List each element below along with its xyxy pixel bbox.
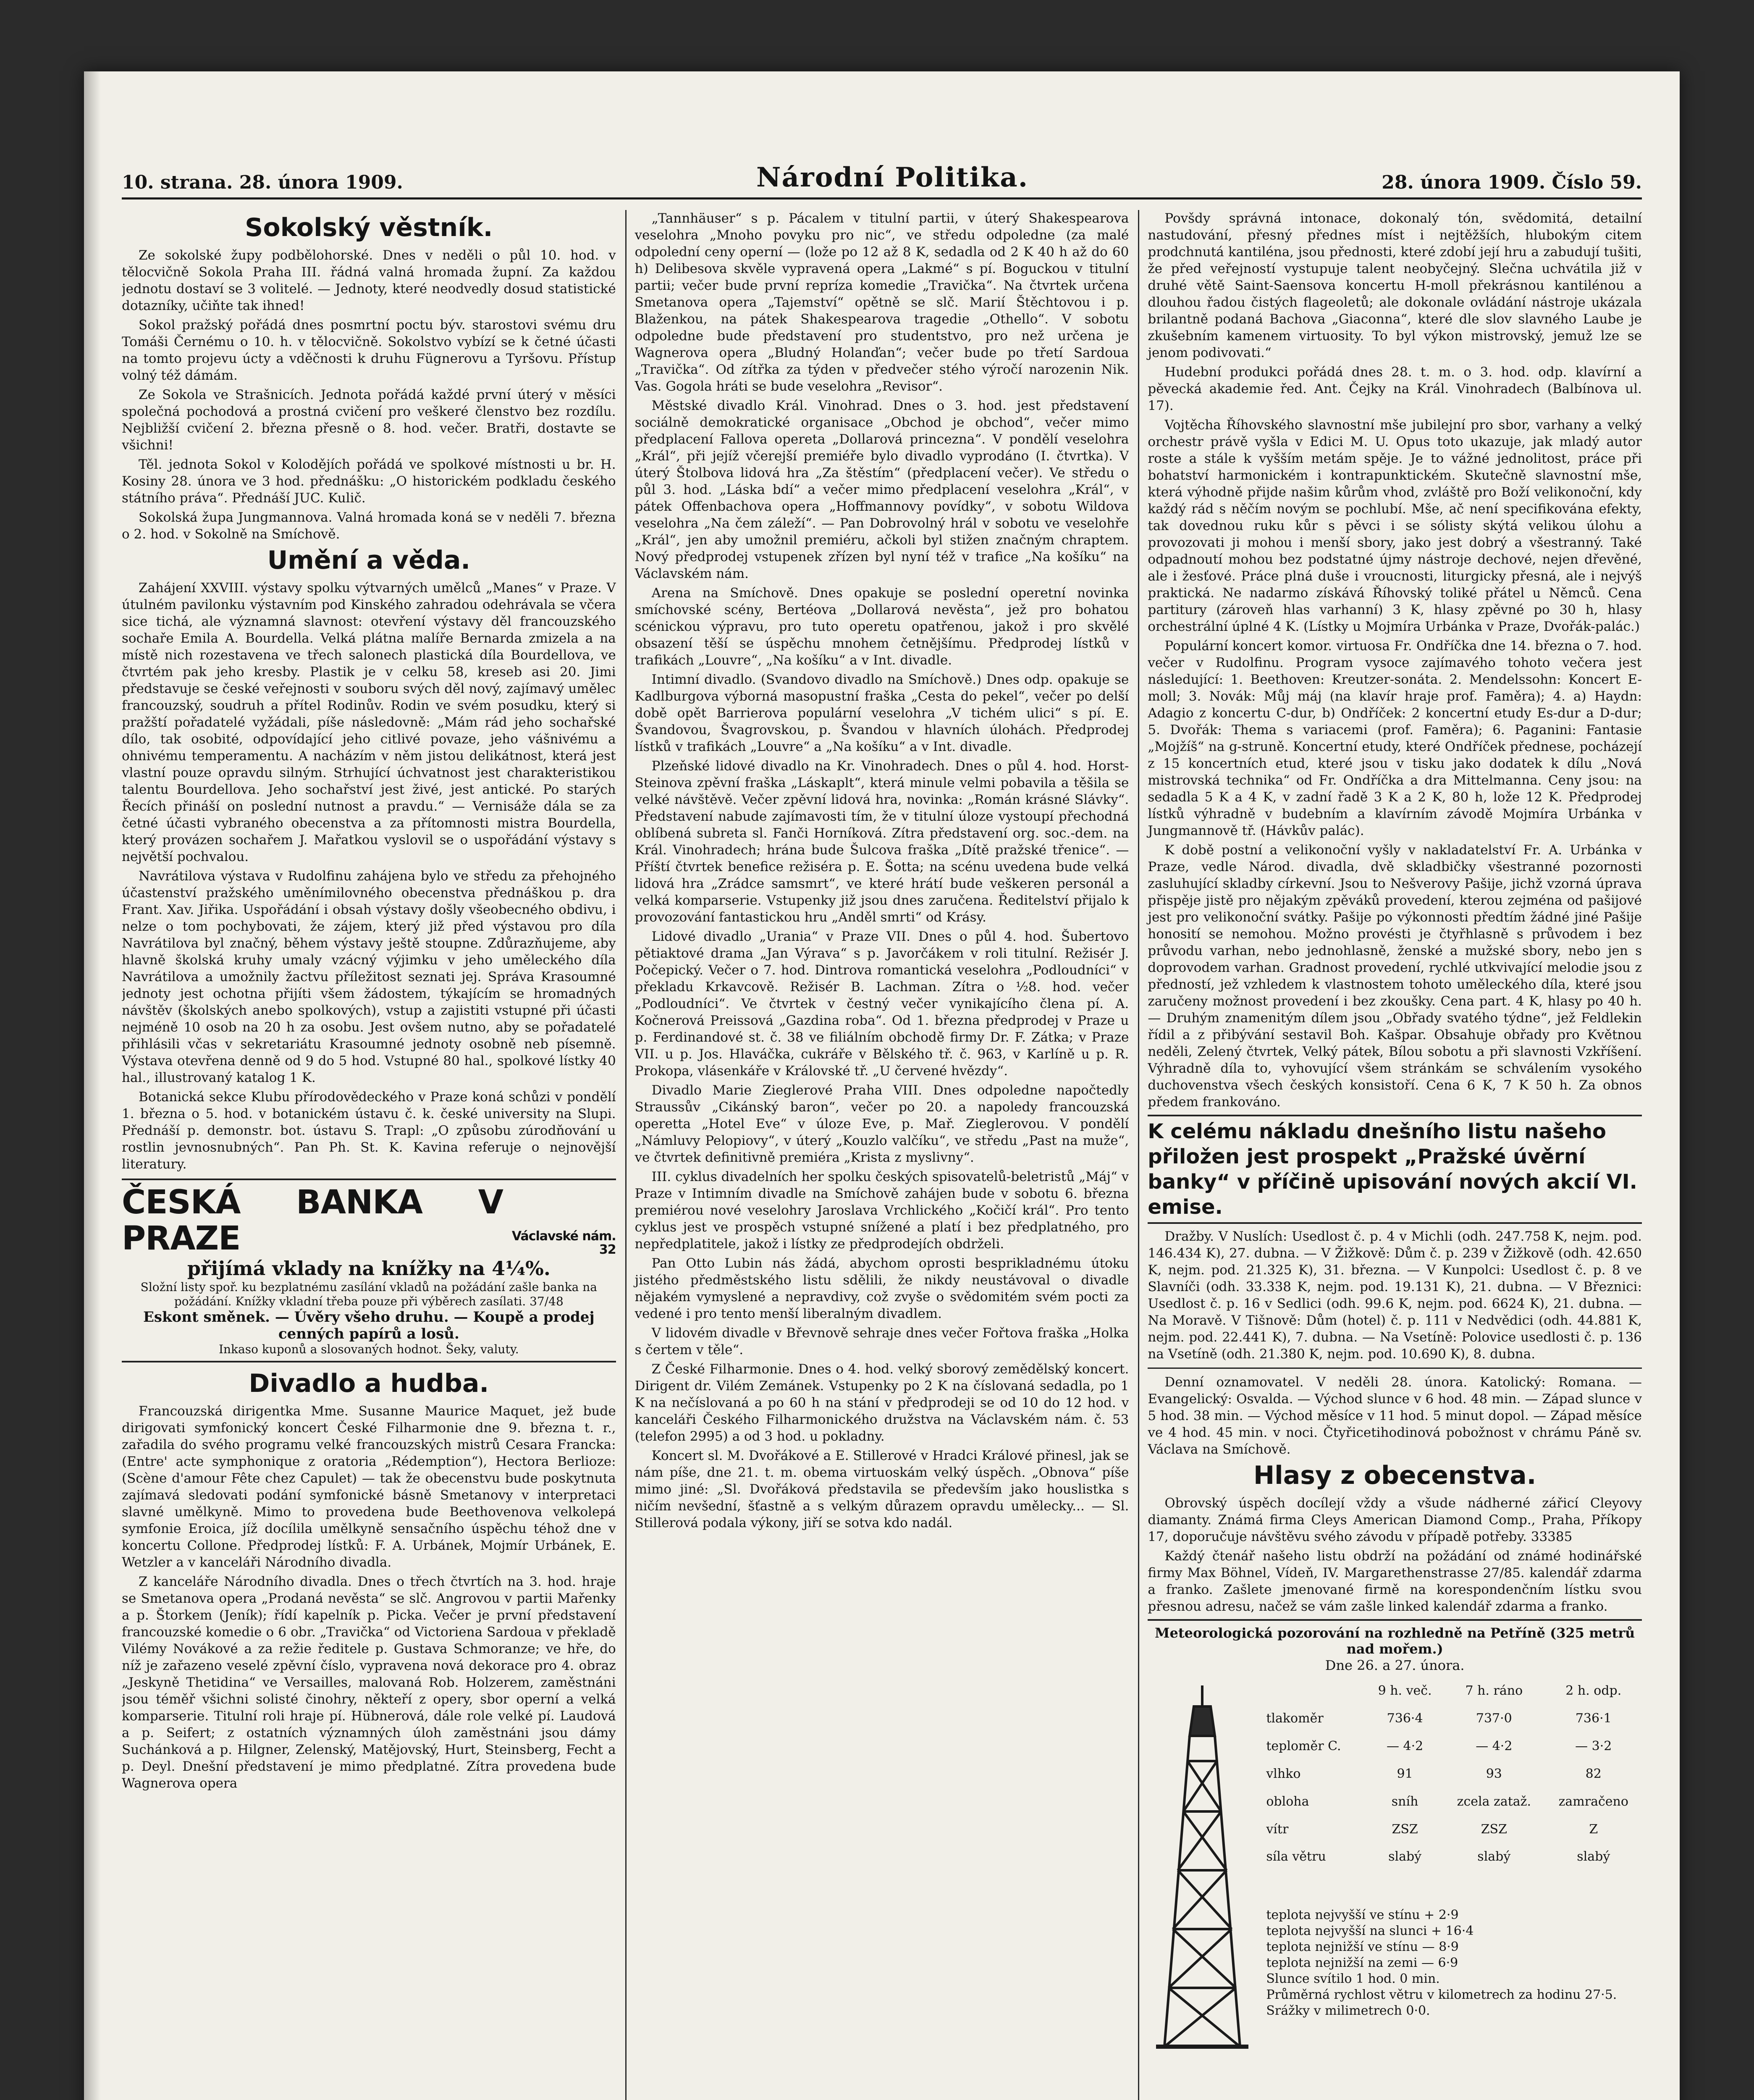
meteo-date: Dne 26. a 27. února. bbox=[1325, 1657, 1465, 1673]
meteo-header-row bbox=[1264, 1677, 1642, 1705]
section-title-hlasy: Hlasy z obecenstva. bbox=[1253, 1461, 1536, 1490]
article: Městské divadlo Král. Vinohrad. Dnes o 3. hod. jest představení sociálně demokratické organisace „Obchod je obchod“, večer mimo předplacení Fallova opereta „Dollarová princezna“. V pondělí veselohra „Král“, při jejíž včerejší premiéře bylo divadlo vyprodáno (I. čtvrtka). V úterý Štolbova lidová hra „Za štěstím“ (předplacení večer). Ve středu o půl 3. hod. „Láska bdí“ a večer mimo předplacení veselohra „Král“, v pátek Offenbachova opera „Hoffmannovy povídky“, v sobotu Wildova veselohra „Na čem záleží“. — Pan Dobrovolný hrál v sobotu ve veselohře „Král“, jen aby umožnil premiéru, ačkoli byl stižen značným chraptem. Nový předprodej vstupenek zřízen byl nyní též v trafice „Na košíku“ na Václavském nám. bbox=[634, 398, 1129, 581]
article: Zahájení XXVIII. výstavy spolku výtvarných umělců „Manes“ v Praze. V útulném pavilonku výstavním pod Kinského zahradou odehrávala se včera sice tichá, ale významná slavnost: otevření výstavy děl francouzského sochaře Emila A. Bourdella. Velká plátna malíře Bernarda zmizela a na místě nich rozestavena ve třech salonech plastická díla Bourdellova, ve čtvrtém pak jeho kresby. Plastik je v celku 58, kreseb asi 20. Jimi představuje se české veřejnosti v souboru svých děl nový, zajímavý umělec francouzský, soudruh a přítel Rodinův. Rodin ve svém posudku, který si pražští pořadatelé vyžádali, píše následovně: „Mám rád jeho sochařské dílo, tak osobité, odpovídající jeho citlivé povaze, jeho vášnivému a ohnivému temperamentu. A nacházím v něm jistou delikátnost, která jest vlastní pouze opravdu silným. Strhující úchvatnost jest charakteristikou talentu Bourdellova. Jeho sochařství jest živé, jest antické. Po starých Řecích přináší on poslední nutnost a pravdu.“ — Vernisáže dála se za četné účasti vybraného obecenstva a za přítomnosti mistra Bourdella, který provázen sochařem J. Mařatkou vyslovil se o uspořádání výstavy s největší pochvalou. bbox=[122, 580, 616, 864]
meteo-row bbox=[1264, 1788, 1642, 1816]
article: Arena na Smíchově. Dnes opakuje se poslední operetní novinka smíchovské scény, Bertéova „Dollarová nevěsta“, jež pro bohatou scénickou výpravu, pro tuto operetu opatřenou, jakož i pro skvělé obsazení těší se úspěchu mnohem četnějšímu. Předprodej lístků v trafikách „Louvre“, „Na košíku“ a v Int. divadle. bbox=[634, 585, 1129, 668]
article: „Tannhäuser“ s p. Pácalem v titulní partii, v úterý Shakespearova veselohra „Mnoho povyku pro nic“, ve středu odpoledne (za malé odpolední ceny operní — (lože po 12 až 8 K, sedadla od 2 K 40 h až do 60 h) Delibesova skvěle vypravená opera „Lakmé“ s pí. Boguckou v titulní partii; večer bude první repríza komedie „Travička“. Na čtvrtek určena Smetanova opera „Tajemství“ opětně se slč. Marií Štěchtovou i p. Blaženkou, na pátek Shakespearova tragedie „Othello“. V sobotu odpoledne bude představení pro studentstvo, pro než určena je Wagnerova opera „Bludný Holanďan“; večer bude po třetí Sardoua „Travička“. Od zítřka za týden v předvečer stého výročí narozenin Nik. Vas. Gogola hráti se bude veselohra „Revisor“. bbox=[634, 211, 1129, 394]
meteo-title: Meteorologická pozorování na rozhledně na Petříně (325 metrů nad mořem.) bbox=[1155, 1625, 1635, 1657]
daily-calendar: Denní oznamovatel. V neděli 28. února. Katolický: Romana. — Evangelický: Osvalda. — Východ slunce v 6 hod. 48 min. — Západ slunce v 5 hod. 38 min. — Východ měsíce v 11 hod. 5 minut dopol. — Západ měsíce ve 4 hod. 45 min. v noci. Čtyřicetihodinová pobožnost v chrámu Páně sv. Václava na Smíchově. bbox=[1148, 1375, 1642, 1457]
meteo-notes-row bbox=[1264, 1871, 1642, 2055]
meteo-cell: zamračeno bbox=[1558, 1794, 1628, 1809]
article: Botanická sekce Klubu přírodovědeckého v Praze koná schůzi v pondělí 1. března o 5. hod. v botanickém ústavu č. k. české university na Slupi. Přednáší p. demonstr. bot. ústavu S. Trapl: „O způsobu zúrodňování u rostlin jevnosnubných“. Pan Ph. St. K. Kavina referuje o nejnovější literatury. bbox=[122, 1089, 616, 1172]
article: Z kanceláře Národního divadla. Dnes o třech čtvrtích na 3. hod. hraje se Smetanova opera „Prodaná nevěsta“ se slč. Angrovou v partii Mařenky a p. Štorkem (Jeník); řídí kapelník p. Picka. Večer je první představení francouzské komedie o 6 obr. „Travička“ od Victoriena Sardoua v překladě Vilémy Novákové a za režie ředitele p. Gustava Schmoranze; ve hře, do níž je zařazeno veselé zpěvní číslo, vypravena nová dekorace pro 4. obraz „Jeskyně Thetidina“ ve Versailles, malovaná Rob. Holzerem, zaměstnáni jsou téměř všichni solisté činohry, někteří z opery, sbor operní a velká komparserie. Titulní roli hraje pí. Hübnerová, dále role velké pí. Laudová a p. Seifert; z ostatních významných úloh zaměstnáni jsou dámy Suchánková a p. Hilgner, Zelenský, Matějovský, Hurt, Steinsberg, Fecht a p. Deyl. Dnešní představení je mimo předplatné. Zítra provedena bude Wagnerova opera bbox=[122, 1574, 616, 1791]
meteo-cell: 93 bbox=[1486, 1766, 1502, 1781]
article: Z České Filharmonie. Dnes o 4. hod. velký sborový zemědělský koncert. Dirigent dr. Vilém Zemánek. Vstupenky po 2 K na číslovaná sedadla, po 1 K na nečíslovaná a po 60 h na stání v předprodeji se od 10 do 12 hod. v kanceláři Českého Filharmonického družstva na Václavském nám. č. 53 (telefon 2995) a od 3 hod. u pokladny. bbox=[634, 1362, 1129, 1444]
meteo-cell: sníh bbox=[1391, 1794, 1418, 1809]
article: Divadlo Marie Zieglerové Praha VIII. Dnes odpoledne napočtedly Straussův „Cikánský baron“, večer po 20. a napoledy francouzská operetta „Hotel Eve“ v úloze Eve, p. Mař. Zieglerovou. V pondělí „Námluvy Pelopiovy“, v úterý „Kouzlo valčíku“, ve středu „Past na muže“, ve čtvrtek definitivně premiéra „Krista z myslivny“. bbox=[634, 1083, 1129, 1165]
meteo-cell: 9 h. več. bbox=[1378, 1683, 1432, 1698]
meteo-cell: 91 bbox=[1397, 1766, 1413, 1781]
article: Povšdy správná intonace, dokonalý tón, svědomitá, detailní nastudování, přesný přednes míst i nejtěžších, hlubokým citem prodchnutá kantiléna, jsou přednosti, které zdobí její hru a zabudují tušiti, že před veřejností vystupuje talent neobyčejný. Slečna uchvátila již v druhé větě Saint-Saensova koncertu H-moll překrásnou kantilénou a dlouhou řadou čistých flageoletů; ale dokonale ovládání nástroje ukázala brilantně podaná Bachova „Giaconna“, které dle slov slavného Laube je zkušebním kamenem virtuosity. To byl výkon mistrovský, jemuž lze se jenom podivovati.“ bbox=[1148, 211, 1642, 360]
column-2 bbox=[625, 210, 1129, 2100]
meteo-cell: — 4·2 bbox=[1476, 1738, 1513, 1754]
meteo-cell: Z bbox=[1589, 1822, 1598, 1837]
meteo-row bbox=[1264, 1732, 1642, 1760]
masthead-rule bbox=[122, 197, 1642, 200]
meteo-notes bbox=[1264, 1871, 1642, 2055]
meteo-cell: 736·1 bbox=[1575, 1711, 1612, 1726]
bank-ad-footer: Inkaso kuponů a slosovaných hodnot. Šeky, valuty. bbox=[218, 1342, 519, 1356]
article: Lidové divadlo „Urania“ v Praze VII. Dnes o půl 4. hod. Šubertovo pětiaktové drama „Jan Výrava“ s p. Javorčákem v roli titulní. Režisér J. Počepický. Večer o 7. hod. Dintrova romantická veselohra „Podloudníci“ v překladu Krkavcově. Režisér B. Lachman. Zítra o ½8. hod. večer „Podloudníci“. Ve čtvrtek v čestný večer vynikajícího člena pí. A. Kočnerová Preissová „Gazdina roba“. Od 1. března předprodej v Praze u p. Ferdinandové st. č. 38 ve filiálním obchodě firmy Dr. F. Zátka; v Praze VII. u p. Jos. Hlaváčka, cukráře v Bělského tř. č. 963, v Karlíně u p. R. Prokopa, vlásenkáře v Královské tř. „U červené hvězdy“. bbox=[634, 929, 1129, 1079]
meteorological-report bbox=[1148, 1619, 1642, 2055]
meteo-cell: slabý bbox=[1477, 1849, 1511, 1864]
section-title-umeni: Umění a věda. bbox=[267, 546, 471, 575]
column-3 bbox=[1138, 210, 1642, 2100]
meteo-note: teplota nejvyšší na slunci + 16·4 bbox=[1266, 1923, 1474, 1938]
meteo-body bbox=[1148, 1677, 1642, 2055]
meteo-cell: vítr bbox=[1266, 1822, 1289, 1837]
meteo-row bbox=[1264, 1843, 1642, 1871]
bank-ad-address: Václavské nám. 32 bbox=[511, 1229, 616, 1257]
meteo-cell: ZSZ bbox=[1481, 1822, 1507, 1837]
meteo-cell bbox=[1264, 1677, 1367, 1705]
meteo-row bbox=[1264, 1760, 1642, 1788]
article: Obrovský úspěch docílejí vždy a všude nádherné zářicí Cleyovy diamanty. Známá firma Cleys American Diamond Comp., Praha, Příkopy 17, doporučuje návštěvu svého závodu v případě potřeby. 33385 bbox=[1148, 1496, 1642, 1544]
divider bbox=[1148, 1368, 1642, 1369]
meteo-note: Srážky v milimetrech 0·0. bbox=[1266, 2003, 1430, 2018]
article: Populární koncert komor. virtuosa Fr. Ondříčka dne 14. března o 7. hod. večer v Rudolfinu. Program vysoce zajímavého tohoto večera jest následující: 1. Beethoven: Kreutzer-sonáta. 2. Mendelssohn: Koncert E-moll; 3. Novák: Můj máj (na klavír hraje prof. Faměra); 4. a) Haydn: Adagio z koncertu C-dur, b) Ondříček: 2 koncertní etudy Es-dur a D-dur; 5. Dvořák: Thema s variacemi (prof. Faměra); 6. Paganini: Fantasie „Mojžíš“ na g-struně. Koncertní etudy, které Ondříček přednese, pocházejí z 15 koncertních etud, které jsou v tisku jako dodatek k dílu „Nová mistrovská technika“ od Fr. Ondříčka a dra Mittelmanna. Ceny jsou: na sedadla 5 K a 4 K, v zadní řadě 3 K a 2 K, 80 h, lože 12 K. Předprodej lístků výhradně v budebním a klavírním závodě Mojmíra Urbánka v Jungmannově tř. (Hávkův palác). bbox=[1148, 638, 1642, 838]
meteo-cell: slabý bbox=[1388, 1849, 1422, 1864]
prospectus-banner: K celému nákladu dnešního listu našeho přiložen jest prospekt „Pražské úvěrní banky“ v příčině upisování nových akcií VI. emise. bbox=[1148, 1115, 1642, 1224]
columns bbox=[122, 210, 1642, 2100]
petrin-tower-icon bbox=[1148, 1677, 1257, 2055]
article: Intimní divadlo. (Svandovo divadlo na Smíchově.) Dnes odp. opakuje se Kadlburgova výborná masopustní fraška „Cesta do pekel“, večer po delší době opět Barrierova populární veselohra „V tichém ulici“ s pí. E. Švandovou, Švagrovskou, p. Švandou v hlavních úlohách. Předprodej lístků v trafikách „Louvre“ a „Na košíku“ a v Int. divadle. bbox=[634, 672, 1129, 754]
article: Hudební produkci pořádá dnes 28. t. m. o 3. hod. odp. klavírní a pěvecká akademie řed. Ant. Čejky na Král. Vinohradech (Balbínova ul. 17). bbox=[1148, 365, 1642, 413]
meteo-note: teplota nejnižší ve stínu — 8·9 bbox=[1266, 1939, 1459, 1954]
auctions-notice: Dražby. V Nuslích: Usedlost č. p. 4 v Michli (odh. 247.758 K, nejm. pod. 146.434 K), 27. dubna. — V Žižkově: Dům č. p. 239 v Žižkově (odh. 42.650 K, nejm. pod. 21.325 K), 31. března. — V Kunpolci: Usedlost č. p. 8 ve Slavníči (odh. 33.338 K, nejm. pod. 19.131 K), 21. dubna. — V Březnici: Usedlost č. p. 16 v Sedlici (odh. 99.6 K, nejm. pod. 6624 K), 21. dubna. — Na Moravě. V Tišnově: Dům (hotel) č. p. 111 v Nedvědici (odh. 44.881 K, nejm. pod. 22.441 K), 7. dubna. — Na Vsetíně: Polovice usedlosti č. p. 136 na Vsetíně (odh. 21.380 K, nejm. pod. 10.690 K), 8. dubna. bbox=[1148, 1229, 1642, 1362]
article: Navrátilova výstava v Rudolfinu zahájena bylo ve středu za přehojného účastenství pražského uměnímilovného obecenstva přednáškou p. dra Frant. Xav. Jiřika. Uspořádání i obsah výstavy došly všeobecného obdivu, i nelze o tom pochybovati, že zájem, který již před výstavou pro díla Navrátilova byl značný, během výstavy ještě stoupne. Zdůrazňujeme, aby hlavně školská kruhy umaly vzácný výjimku v jeho uměleckého díla Navrátilova a umožnily žactvu příležitost seznati jej. Správa Krasoumné jednoty jest ochotna přijíti všem žádostem, týkajícím se hromadných návštěv (školských anebo spolkových), vstup a zajistiti vstupné při účasti nejméně 10 osob na 20 h za osobu. Jest ovšem nutno, aby se pořadatelé přihlásili včas v sekretariátu Krasoumné jednoty osobně neb písemně. Výstava otevřena denně od 9 do 5 hod. Vstupné 80 hal., spolkové lístky 40 hal., illustrovaný katalog 1 K. bbox=[122, 869, 616, 1085]
meteo-cell: 2 h. odp. bbox=[1565, 1683, 1622, 1698]
meteo-cell: zcela zataž. bbox=[1457, 1794, 1531, 1809]
bank-ad-line: Složní listy spoř. ku bezplatnému zasílání vkladů na požádání zašle banka na požádání. Knížky vkladní třeba pouze při výběrech zasílati. 37/48 bbox=[140, 1280, 597, 1308]
article: Každý čtenář našeho listu obdrží na požádání od známé hodinářské firmy Max Böhnel, Vídeň, IV. Margarethenstrasse 27/85. kalendář zdarma a franko. Zašlete jmenované firmě na korespondenčním lístku svou přesnou adresu, načež se vám zašle linked kalendář zdarma a franko. bbox=[1148, 1549, 1642, 1614]
meteo-note: Průměrná rychlost větru v kilometrech za hodinu 27·5. bbox=[1266, 1987, 1617, 2002]
column-1 bbox=[122, 210, 616, 2100]
section-title-sokol: Sokolský věstník. bbox=[245, 213, 493, 242]
article: Vojtěcha Říhovského slavnostní mše jubilejní pro sbor, varhany a velký orchestr právě vyšla v Edici M. U. Opus toto ukazuje, jak mladý autor roste a stále k vyšším metám spěje. Je to vážné jednolitost, práce při bohatství harmonickém i kontrapunktickém. Skutečně slavnostní mše, která výhodně přijde našim kůrům vhod, zvláště pro Boží velikonoční, kdy každý rád s něčím novým se pochlubí. Mše, ač není specifikována efekty, tak dovednou ruku kůr s pěvci i se sólisty skýtá velikou úlohu a provozovati ji mohou i menší sbory, jako jest dobrý a všestranný. Také odpadnoutí mohou bez podstatné újmy nástroje dechové, nejen dřevěné, ale i žesťové. Práce plná duše i vroucnosti, liturgicky přesná, ale i nejvýš praktická. Ne nadarmo získává Říhovský toliké přátel u Němců. Cena partitury (zároveň hlas varhanní) 3 K, hlasy zpěvné po 30 h, hlasy orchestrální úplné 4 K. (Lístky u Mojmíra Urbánka v Praze, Dvořák-palác.) bbox=[1148, 417, 1642, 634]
article: Sokolská župa Jungmannova. Valná hromada koná se v neděli 7. března o 2. hod. v Sokolně na Smíchově. bbox=[122, 510, 616, 542]
article: Ze Sokola ve Strašnicích. Jednota pořádá každé první úterý v měsíci společná pochodová a prostná cvičení pro veškeré členstvo bez rozdílu. Nejbližší cvičení 2. března přesně o 8. hod. večer. Bratři, dostavte se všichni! bbox=[122, 387, 616, 453]
article: Pan Otto Lubin nás žádá, abychom oprosti besprikladnému útoku jistého předměstského listu sdělili, že nikdy neustávoval o divadle nějakém vymyslené a nepravdivy, což zvyše o svědomitém svém pocti za vedené i pro tento menší liberalným divadlem. bbox=[634, 1256, 1129, 1321]
article: Těl. jednota Sokol v Kolodějích pořádá ve spolkové místnosti u br. H. Kosiny 28. února ve 3 hod. přednášku: „O historickém podkladu českého státního práva“. Přednáší JUC. Kulič. bbox=[122, 457, 616, 506]
meteo-note: Slunce svítilo 1 hod. 0 min. bbox=[1266, 1971, 1440, 1986]
meteo-cell: slabý bbox=[1577, 1849, 1610, 1864]
meteo-cell: 737·0 bbox=[1476, 1711, 1512, 1726]
meteo-cell: tlakoměr bbox=[1266, 1711, 1324, 1726]
article: III. cyklus divadelních her spolku českých spisovatelů-beletristů „Máj“ v Praze v Intimním divadle na Smíchově zahájen bude v sobotu 6. března premiérou nové veselohry Jaroslava Vrchlického „Kočičí král“. Pro tento cyklus jest ve prospěch vstupné snížené a platí i bez předplatného, pro nepředplatitele, jakož i lístky ze předprodejích obdrželi. bbox=[634, 1169, 1129, 1252]
meteo-cell: — 3·2 bbox=[1575, 1738, 1612, 1754]
meteo-note: teplota nejnižší na zemi — 6·9 bbox=[1266, 1955, 1458, 1970]
meteo-row bbox=[1264, 1705, 1642, 1732]
bank-ad-services: Eskont směnek. — Úvěry všeho druhu. — Koupě a prodej cenných papírů a losů. bbox=[143, 1309, 595, 1342]
masthead-page-date: 10. strana. 28. února 1909. bbox=[122, 172, 403, 193]
article: Sokol pražský pořádá dnes posmrtní poctu býv. starostovi svému dru Tomáši Černému o 10. h. v tělocvičně. Sokolstvo vybízí se k četné účasti na tomto projevu úcty a vděčnosti k druhu Fügnerovu a Tyršovu. Přístup volný též dámám. bbox=[122, 318, 616, 383]
masthead-issue-number: 28. února 1909. Číslo 59. bbox=[1382, 172, 1642, 193]
article: Ze sokolské župy podbělohorské. Dnes v neděli o půl 10. hod. v tělocvičně Sokola Praha III. řádná valná hromada župní. Za každou jednotu dostaví se 3 volitelé. — Jednoty, které neodvedly dosud statistické dotazníky, učiňte tak ihned! bbox=[122, 248, 616, 313]
bank-ad-title: ČESKÁ BANKA V PRAZE bbox=[122, 1184, 503, 1257]
bank-ad-subtitle: přijímá vklady na knížky na 4¼%. bbox=[187, 1257, 551, 1280]
meteo-note: teplota nejvyšší ve stínu + 2·9 bbox=[1266, 1907, 1459, 1922]
meteo-cell: — 4·2 bbox=[1386, 1738, 1424, 1754]
bank-advertisement bbox=[122, 1179, 616, 1362]
newspaper-page bbox=[84, 71, 1680, 2100]
section-title-divadlo: Divadlo a hudba. bbox=[249, 1369, 489, 1398]
masthead bbox=[122, 155, 1642, 193]
article: Francouzská dirigentka Mme. Susanne Maurice Maquet, jež bude dirigovati symfonický koncert České Filharmonie dne 9. března t. r., zařadila do svého programu velké francouzských mistrů Cesara Francka: (Entre' acte symphonique z oratoria „Rédemption“), Hectora Berlioze: (Scène d'amour Fête chez Capulet) — tak že obecenstvu bude poskytnuta zajímavá sledovati podání symfonické básně Smetanovy v interpretaci slavné umělkyně. Mimo to provedena bude Beethovenova velkolepá symfonie Eroica, jíž docílila umělkyně sensačního úspěchu téhož dne v koncertu Collone. Předprodej lístků: F. A. Urbánek, Mojmír Urbánek, E. Wetzler a v kanceláři Národního divadla. bbox=[122, 1404, 616, 1570]
meteo-cell: 82 bbox=[1585, 1766, 1602, 1781]
article: Plzeňské lidové divadlo na Kr. Vinohradech. Dnes o půl 4. hod. Horst-Steinova zpěvní fraška „Láskaplt“, která minule velmi pobavila a těšila se velké návštěvě. Večer zpěvní lidová hra, novinka: „Román krásné Slávky“. Představení nabude zajímavosti tím, že v titulní úloze vystoupí přechodná oblíbená subreta sl. Fanči Horníková. Zítra představení org. soc.-dem. na Král. Vinohradech; hrána bude Šulcova fraška „Dítě pražské třenice“. — Příští čtvrtek benefice režiséra p. E. Šotta; na scénu uvedena bude velká lidová hra „Zrádce samsmrt“, ve které hrátí bude veškeren personál a velká komparserie. Vstupenky již jsou dnes zaručena. Ředitelství přijalo k provozování fantastickou hru „Anděl smrti“ od Krásy. bbox=[634, 759, 1129, 925]
meteo-table bbox=[1264, 1677, 1642, 2055]
page-shadow-edge bbox=[84, 71, 101, 2100]
meteo-cell: 736·4 bbox=[1387, 1711, 1423, 1726]
meteo-cell: 7 h. ráno bbox=[1465, 1683, 1523, 1698]
masthead-title: Národní Politika. bbox=[756, 162, 1028, 193]
meteo-cell: teploměr C. bbox=[1266, 1738, 1341, 1754]
article: Koncert sl. M. Dvořákové a E. Stillerové v Hradci Králové přinesl, jak se nám píše, dne 21. t. m. obema virtuoskám velký úspěch. „Obnova“ píše mimo jiné: „Sl. Dvořáková představila se především jako houslistka s ničím nevšední, šťastně a s velkým důrazem opravdu umělecky... — Sl. Stillerová podala výkony, jiří se sotva kdo nadál. bbox=[634, 1448, 1129, 1530]
article: V lidovém divadle v Břevnově sehraje dnes večer Fořtova fraška „Holka s čertem v těle“. bbox=[634, 1326, 1129, 1357]
meteo-cell: ZSZ bbox=[1392, 1822, 1418, 1837]
meteo-cell: síla větru bbox=[1266, 1849, 1326, 1864]
article: K době postní a velikonoční vyšly v nakladatelství Fr. A. Urbánka v Praze, vedle Národ. divadla, dvě skladbičky všestranné pozornosti zasluhující skladby církevní. Jsou to Nešverovy Pašije, jichž vzorná úprava přispěje jistě pro nějakým zpěváků provedení, kterou zejména od pašijové jest pro velikonoční svátky. Pašije po výkonnosti předtím žádné jiné Pašije honosití se nemohou. Možno provésti je čtyřhlasně s průvodem i bez průvodu varhan, nebo jednohlasně, ženské a mužské sbory, nebo jen s doprovodem varhan. Gradnost provedení, rychlé utkvivající melodie jsou z předností, jež vzhledem k vlastnostem tohoto uměleckého díla, které jsou zaručeny možnost provedení i bez zkoušky. Cena part. 4 K, hlasy po 40 h. — Druhým znamenitým dílem jsou „Obřady svatého týdne“, jež Feldlekin řídil a z přibývání sestavil Boh. Kašpar. Obsahuje obřady pro Květnou neděli, Zelený čtvrtek, Velký pátek, Bílou sobotu a při slavnosti Vzkříšení. Výhradně díla to, vyhovující všem stránkám se schválením vysokého duchovenstva všech českých konsistoří. Cena 6 K, 7 K 50 h. Za obnos předem frankováno. bbox=[1148, 843, 1642, 1110]
meteo-cell: obloha bbox=[1266, 1794, 1309, 1809]
meteo-row bbox=[1264, 1816, 1642, 1843]
meteo-cell: vlhko bbox=[1266, 1766, 1301, 1781]
bank-ad-header bbox=[122, 1184, 616, 1257]
